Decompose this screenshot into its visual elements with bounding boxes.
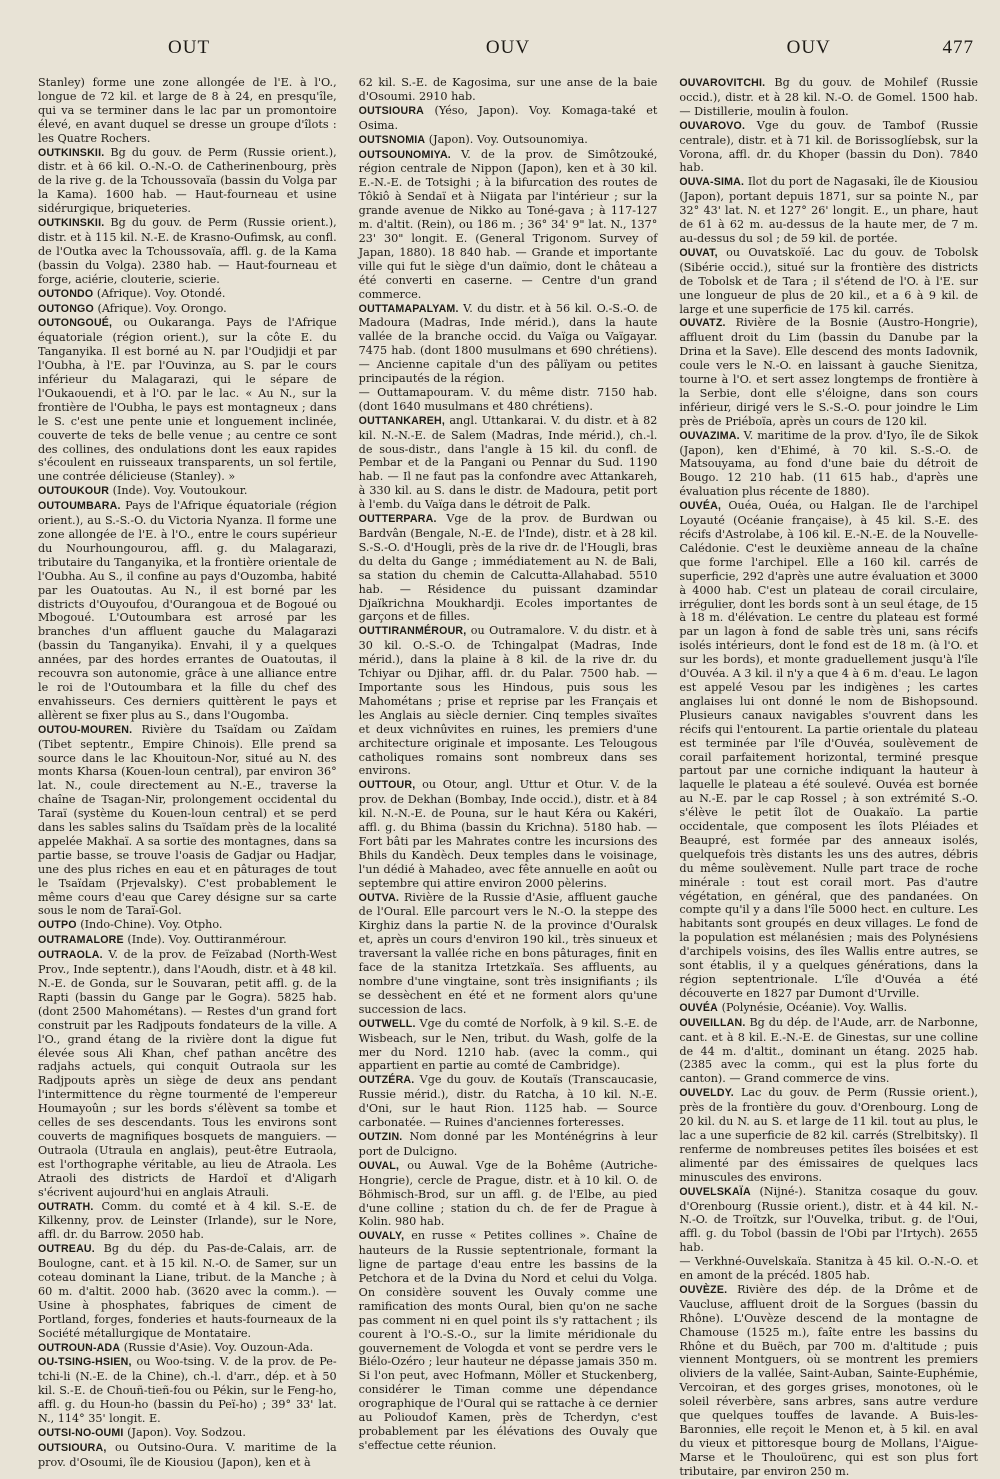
entry-text: (Nijné-). Stanitza cosaque du gouv. d'Orenbourg (Russie orient.), distr. et à 44 kil. N.-N.-O. de Troïtzk, sur l'Ouvelka, tribut. g. de l'Oui, affl. g. du Tobol (bassin de l'Obi par l'Irtych). 2655 hab.	[679, 1184, 979, 1255]
entry-headword: OUTREAU.	[38, 1243, 95, 1256]
entry-text: Lac du gouv. de Perm (Russie orient.), près de la frontière du gouv. d'Orenbourg. Long de 20 kil. du N. au S. et large de 11 kil. tout au plus, le lac a une superficie de 82 kil. carrés (Strelbitsky). Il renferme de nombreuses petites îles boisées et est alimenté par des émissaires de quelques lacs minuscules des environs.	[679, 1086, 979, 1184]
dictionary-entry	[38, 1200, 337, 1243]
entry-text: (Polynésie, Océanie). Voy. Wallis.	[721, 1000, 908, 1014]
dictionary-entry	[38, 723, 337, 919]
entry-headword: OUTRAOLA.	[38, 949, 103, 962]
entry-headword: OUVATZ.	[679, 317, 726, 330]
dictionary-entry	[38, 287, 337, 302]
entry-text: Ouéa, Ouéa, ou Halgan. Ile de l'archipel Loyauté (Océanie française), à 45 kil. S.-E. des récifs d'Astrolabe, à 106 kil. E.-N.-E. de la Nouvelle-Calédonie. C'est le deuxième anneau de la chaîne que forme l'archipel. Elle a 160 kil. carrés de superficie, 292 d'après une autre évaluation et 3000 à 4000 hab. C'est un plateau de corail circulaire, irrégulier, dont les bords sont à un seul étage, de 15 à 18 m. d'élévation. Le centre du plateau est formé par un lagon à fond de sable très uni, sans récifs isolés intérieurs, dont le fond est de 18 m. (à l'O. et sur les bords), et monte graduellement jusqu'à l'île d'Ouvéa. A 3 kil. il n'y a que 4 à 6 m. d'eau. Le lagon est appelé Vesou par les indigènes ; les cartes anglaises lui ont donné le nom de Bishopsound. Plusieurs canaux navigables s'ouvrent dans les récifs qui l'entourent. La partie orientale du plateau est terminée par l'île d'Ouvéa, soulèvement de corail parfaitement horizontal, terminé presque partout par une corniche indiquant la hauteur à laquelle le plateau a été soulevé. Ouvéa est bornée au N.-E. par le cap Rossel ; à son extrémité S.-O. s'élève le petit îlot de Ouakaïo. La partie occidentale, que composent les îlots Pléiades et Beaupré, est formée par des anneaux isolés, quelquefois très distants les uns des autres, débris du même soulèvement. Nulle part trace de roche minérale : tout est corail mort. Pas d'autre végétation, en général, que des pandanées. On compte qu'il y a dans l'île 5000 hect. en culture. Les habitants sont groupés en deux villages. Le fond de la population est mélanésien ; mais des Polynésiens d'archipels voisins, des îles Wallis entre autres, se sont établis, il y a quelques générations, dans la région septentrionale. L'île d'Ouvéa a été découverte en 1827 par Dumont d'Urville.	[679, 499, 979, 1000]
entry-text: Bg du gouv. de Perm (Russie orient.), distr. et à 66 kil. O.-N.-O. de Catherinenbourg, près de la rive g. de la Tchoussovaïa (bassin du Volga par la Kama). 1600 hab. — Haut-fourneau et usine sidérurgique, briqueteries.	[38, 145, 337, 216]
dictionary-entry	[359, 1159, 658, 1230]
entry-headword: OU-TSING-HSIEN,	[38, 1356, 132, 1369]
entry-text: Bg du dép. du Pas-de-Calais, arr. de Boulogne, cant. et à 15 kil. N.-O. de Samer, sur un coteau dominant la Liane, tribut. de la Manche ; à 60 m. d'altit. 2000 hab. (3620 avec la comm.). — Usine à phosphates, fabriques de ciment de Portland, forges, fonderies et hauts-fourneaux de la Société métallurgique de Montataire.	[38, 1242, 337, 1340]
entry-headword: OUTKINSKII.	[38, 146, 105, 159]
dictionary-entry	[38, 302, 337, 317]
dictionary-entry	[359, 512, 658, 624]
entry-headword: OUVAL,	[358, 1159, 400, 1172]
entry-text: Rivière de la Russie d'Asie, affluent gauche de l'Oural. Elle parcourt vers le N.-O. la steppe des Kirghiz dans la partie N. de la province d'Ouralsk et, après un cours d'environ 190 kil., très sinueux et traversant la vallée riche en bons pâturages, finit en face de la stanitza Irtetzkaïa. Ses affluents, au nombre d'une vingtaine, sont très insignifiants ; ils se dessèchent en été et ne forment alors qu'une succession de lacs.	[358, 890, 658, 1016]
dictionary-entry	[679, 76, 978, 119]
entry-headword: OUVA-SIMA.	[679, 176, 745, 189]
dictionary-entry	[679, 499, 978, 1001]
entry-text: Nom donné par les Monténégrins à leur port de Dulcigno.	[358, 1129, 658, 1158]
entry-text: Vge de la prov. de Burdwan ou Bardvân (Bengale, N.-E. de l'Inde), distr. et à 28 kil. S.-S.-O. d'Hougli, près de la rive dr. de l'Hougli, bras du delta du Gange ; immédiatement au N. de Bali, sa station du chemin de Calcutta-Allahabad. 5510 hab. — Résidence du puissant dzamindar Djaïkrichna Moukhardji. Ecoles importantes de garçons et de filles.	[358, 512, 658, 624]
dictionary-entry	[679, 1283, 978, 1479]
entry-headword: OUTROUN-ADA	[38, 1341, 121, 1354]
header-middle-word: OUV	[485, 37, 531, 58]
entry-text: Rivière de la Bosnie (Austro-Hongrie), affluent droit du Lim (bassin du Danube par la Drina et la Save). Elle descend des monts Iadovnik, coule vers le N.-O. en laissant à gauche Sienitza, tourne à l'O. et sert assez longtemps de frontière à la Serbie, dont elle s'éloigne, dans son cours inférieur, dirigé vers le S.-S.-O. pour joindre le Lim près de Priéboïa, après un cours de 120 kil.	[679, 316, 979, 428]
dictionary-entry	[359, 1130, 658, 1159]
dictionary-entry	[38, 216, 337, 287]
entry-text: ou Auwal. Vge de la Bohême (Autriche-Hongrie), cercle de Prague, distr. et à 10 kil. O. de Böhmisch-Brod, sur un affl. g. de l'Elbe, au pied d'une colline ; station du ch. de fer de Prague à Kolin. 980 hab.	[358, 1158, 658, 1229]
dictionary-entry	[359, 1017, 658, 1074]
dictionary-entry	[679, 1001, 978, 1016]
entry-text: Pays de l'Afrique équatoriale (région orient.), au S.-S.-O. du Victoria Nyanza. Il forme une zone allongée de l'E. à l'O., entre le cours supérieur du Nourhoungourou, affl. g. du Malagarazi, tributaire du Tanganyika, et la frontière orientale de l'Oubha. Au S., il confine au pays d'Ouzomba, habité par les Ouatoutas. Au N., il est borné par les districts d'Ouyoufou, d'Ourangoua et de Bogoué ou Mbogoué. L'Outoumbara est arrosé par les branches d'un affluent gauche du Malagarazi (bassin du Tanganyika). Envahi, il y a quelques années, par des hordes errantes de Ouatoutas, il recouvra son autonomie, grâce à une alliance entre le roi de l'Outoumbara et la fille du chef des envahisseurs. Ces derniers quittèrent le pays et allèrent se fixer plus au S., dans l'Ougomba.	[38, 499, 337, 722]
entry-headword: OUTWELL.	[358, 1017, 416, 1030]
header-right-word: OUV	[786, 37, 831, 58]
entry-headword: OUTZÉRA.	[358, 1074, 415, 1087]
dictionary-entry	[359, 133, 658, 148]
dictionary-entry	[359, 891, 658, 1017]
entry-text: Bg du dép. de l'Aude, arr. de Narbonne, cant. et à 8 kil. E.-N.-E. de Ginestas, sur une colline de 44 m. d'altit., dominant un étang. 2025 hab. (2385 avec la comm., qui est la plus forte du canton). — Grand commerce de vins.	[679, 1015, 979, 1086]
dictionary-entry	[359, 414, 658, 512]
dictionary-entry	[38, 76, 337, 146]
entry-headword: OUTTANKAREH,	[358, 414, 446, 427]
entry-headword: OUVEILLAN.	[679, 1016, 746, 1029]
entry-headword: OUVÉA	[679, 1001, 719, 1014]
entry-headword: OUTSOUNOMIYA.	[358, 148, 451, 161]
dictionary-entry	[359, 1229, 658, 1453]
entry-headword: OUTONDO	[38, 287, 94, 300]
entry-headword: OUTVA.	[358, 891, 400, 904]
dictionary-entry	[38, 1341, 337, 1356]
dictionary-entry	[38, 1355, 337, 1426]
entry-headword: OUVALY,	[358, 1230, 405, 1243]
entry-text: ou Ouvatskoïé. Lac du gouv. de Tobolsk (Sibérie occid.), situé sur la frontière des districts de Tobolsk et de Tara ; il s'étend de l'O. à l'E. sur une longueur de plus de 20 kil., et a 6 à 9 kil. de large et une superficie de 175 kil. carrés.	[679, 245, 979, 316]
entry-text: (Afrique). Voy. Orongo.	[97, 301, 227, 315]
entry-headword: OUTOU-MOUREN.	[38, 723, 133, 736]
entry-text: Bg du gouv. de Perm (Russie orient.), distr. et à 115 kil. N.-E. de Krasno-Oufimsk, au confl. de l'Outka avec la Tchoussovaïa, affl. g. de la Kama (bassin du Volga). 2380 hab. — Haut-fourneau et forge, aciérie, clouterie, scierie.	[38, 216, 337, 286]
entry-text: V. du distr. et à 56 kil. O.-S.-O. de Madoura (Madras, Inde mérid.), dans la haute vallée de la branche occid. du Vaïga ou Vaïgayar. 7475 hab. (dont 1800 musulmans et 690 chrétiens). — Ancienne capitale d'un des pâlïyam ou petites principautés de la région.	[358, 301, 658, 386]
dictionary-entry	[679, 1086, 978, 1184]
dictionary-entry	[38, 1441, 337, 1470]
dictionary-entry	[679, 175, 978, 246]
entry-text: (Inde). Voy. Outtiranmérour.	[127, 933, 287, 947]
entry-text: (Russie d'Asie). Voy. Ouzoun-Ada.	[123, 1340, 314, 1354]
entry-text: V. maritime de la prov. d'Iyo, île de Sikok (Japon), ken d'Ehimé, à 70 kil. S.-S.-O. de Matsouyama, au fond d'une baie du détroit de Bougo. 12 210 hab. (11 615 hab., d'après une évaluation plus récente de 1880).	[679, 428, 979, 499]
entry-text: (Yéso, Japon). Voy. Komaga-také et Osima.	[358, 103, 658, 132]
dictionary-entry	[679, 246, 978, 317]
dictionary-entry	[38, 484, 337, 499]
entry-headword: OUVELSKAÏA	[679, 1185, 751, 1198]
dictionary-entry	[359, 104, 658, 133]
entry-headword: OUTSNOMIA	[358, 133, 426, 146]
dictionary-entry	[359, 386, 658, 414]
entry-headword: OUTRATH.	[38, 1200, 94, 1213]
dictionary-entry	[359, 148, 658, 302]
entry-text: ou Oukaranga. Pays de l'Afrique équatoriale (région orient.), sur la côte E. du Tanganyika. Il est borné au N. par l'Oudjidji et par l'Oubha, à l'E. par l'Ouvinza, au S. par le cours inférieur du Malagarazi, qui le sépare de l'Oukaouendi, et à l'O. par le lac. « Au N., sur la frontière de l'Oubha, le pays est montagneux ; dans le S. c'est une pente unie et longuement inclinée, couverte de teks de belle venue ; au centre ce sont des collines, des ondulations dont les eaux rapides s'écoulent en ruisseaux transparents, un sol fertile, une contrée délicieuse (Stanley). »	[38, 316, 337, 484]
entry-text: — Verkhné-Ouvelskaïa. Stanitza à 45 kil. O.-N.-O. et en amont de la précéd. 1805 hab.	[679, 1255, 979, 1283]
dictionary-entry	[38, 933, 337, 948]
entry-headword: OUVAT,	[679, 246, 718, 259]
dictionary-entry	[359, 778, 658, 890]
entry-headword: OUTSIOURA,	[38, 1441, 107, 1454]
column-2	[358, 76, 658, 1452]
dictionary-entry	[38, 948, 337, 1199]
dictionary-entry	[679, 1016, 978, 1087]
dictionary-entry	[38, 1426, 337, 1441]
entry-text: ou Outsino-Oura. V. maritime de la prov. d'Osoumi, île de Kiousiou (Japon), ken et à	[38, 1440, 337, 1469]
entry-headword: OUTOUMBARA.	[38, 500, 121, 513]
page-number: 477	[942, 37, 974, 58]
entry-headword: OUTKINSKII.	[38, 217, 105, 230]
entry-headword: OUTONGO	[38, 302, 94, 315]
entry-headword: OUTTERPARA.	[358, 513, 437, 526]
dictionary-entry	[38, 146, 337, 217]
header-right-group	[687, 37, 978, 59]
header-left-word: OUT	[168, 37, 211, 58]
dictionary-entry	[679, 119, 978, 176]
text-columns	[38, 76, 979, 1478]
entry-headword: OUTRAMALORE	[38, 934, 124, 947]
dictionary-entry	[38, 499, 337, 723]
entry-text: (Indo-Chine). Voy. Otpho.	[80, 918, 223, 932]
entry-headword: OUVÈZE.	[679, 1283, 728, 1296]
entry-headword: OUTONGOUÉ,	[38, 317, 113, 330]
entry-text: Rivière des dép. de la Drôme et de Vaucluse, affluent droit de la Sorgues (bassin du Rhône). L'Ouvèze descend de la montagne de Chamouse (1525 m.), faîte entre les bassins du Rhône et du Buëch, par 700 m. d'altitude ; puis viennent Montguers, où se montrent les premiers oliviers de la vallée, Saint-Auban, Sainte-Euphémie, Vercoiran, et des gorges grises, monotones, où le soleil réverbère, sans arbres, sans autre verdure que quelques touffes de lavande. A Buis-les-Baronnies, elle reçoit le Menon et, à 5 kil. en aval du vieux et pittoresque bourg de Mollans, l'Aigue-Marse et le Thouloürenc, qui est son plus fort tributaire, par environ 250 m.	[679, 1282, 979, 1478]
entry-headword: OUVELDY.	[679, 1087, 734, 1100]
dictionary-entry	[38, 316, 337, 484]
entry-text: en russe « Petites collines ». Chaîne de hauteurs de la Russie septentrionale, formant la ligne de partage d'eau entre les bassins de la Petchora et de la Dvina du Nord et celui du Volga. On considère souvent les Ouvaly comme une ramification des monts Oural, bien qu'on ne sache pas comment ni en quel point ils s'y rattachent ; ils courent à l'O.-S.-O., sur la limite méridionale du gouvernement de Vologda et vont se perdre vers le Biélo-Ozéro ; leur hauteur ne dépasse jamais 350 m. Si l'on peut, avec Hofmann, Möller et Stuckenberg, considérer le Timan comme une dépendance orographique de l'Oural qui se rattache à ce dernier au Polioudof Kamen, près de Tcherdyn, c'est probablement par les élévations des Ouvaly que s'effectue cette réunion.	[358, 1229, 658, 1452]
entry-text: Vge du gouv. de Tambof (Russie centrale), distr. et à 71 kil. de Borissoglíebsk, sur la Vorona, affl. dr. du Khoper (bassin du Don). 7840 hab.	[679, 118, 979, 175]
running-header	[38, 34, 978, 62]
entry-headword: OUVAROVO.	[679, 119, 746, 132]
dictionary-entry	[679, 429, 978, 500]
entry-headword: OUTSI-NO-OUMI	[38, 1427, 124, 1439]
column-3	[679, 76, 979, 1478]
entry-text: Rivière du Tsaïdam ou Zaïdam (Tibet septentr., Empire Chinois). Elle prend sa source dans le lac Khouitoun-Nor, situé au N. des monts Kharsa (Kouen-loun central), par environ 36° lat. N., coule directement au N.-E., traverse la chaîne de Tsagan-Nir, prolongement occidental du Taraï (système du Kouen-loun central) et se perd dans les sables salins du Tsaïdam près de la localité appelée Makhaï. A sa sortie des montagnes, dans sa partie basse, se trouve l'oasis de Gadjar ou Hadjar, une des plus riches en eau et en pâturages de tout le Tsaïdam (Prjevalsky). C'est probablement le même cours d'eau que Carey désigne sur sa carte sous le nom de Taraï-Gol.	[38, 722, 337, 918]
entry-headword: OUTTOUR,	[358, 779, 416, 792]
entry-text: Comm. du comté et à 4 kil. S.-E. de Kilkenny, prov. de Leinster (Irlande), sur le Nore, affl. dr. du Barrow. 2050 hab.	[38, 1199, 337, 1242]
entry-text: ou Otour, angl. Uttur et Otur. V. de la prov. de Dekhan (Bombay, Inde occid.), distr. et à 84 kil. N.-N.-E. de Pouna, sur le haut Kéra ou Kakéri, affl. g. du Bhima (bassin du Krichna). 5180 hab. — Fort bâti par les Mahrates contre les incursions des Bhils du Kandèch. Deux temples dans le voisinage, l'un dédié à Mahadeo, avec fête annuelle en août ou septembre qui attire environ 2000 pèlerins.	[358, 778, 658, 890]
entry-text: V. de la prov. de Feïzabad (North-West Prov., Inde septentr.), dans l'Aoudh, distr. et à 48 kil. N.-E. de Gonda, sur le Souvaran, petit affl. g. de la Rapti (bassin du Gange par le Gogra). 5825 hab. (dont 2500 Mahométans). — Restes d'un grand fort construit par les Radjpouts fondateurs de la ville. A l'O., grand étang de la rivière dont la digue fut élevée sous Ali Khan, chef pathan ancêtre des radjahs actuels, qui conquit Outraola sur les Radjpouts après un siège de deux ans pendant l'intermittence du règne tourmenté de l'empereur Houmayoûn ; sur les bords s'élèvent sa tombe et celles de ses descendants. Tous les environs sont couverts de magnifiques bosquets de manguiers. — Outraola (Utraula en anglais), peut-être Eutraola, est l'orthographe véritable, au lieu de Atraola. Les Atraoli des districts de Hardoï et d'Aligarh s'écrivent aujourd'hui en anglais Atrauli.	[38, 948, 337, 1199]
entry-text: ou Outramalore. V. du distr. et à 30 kil. O.-S.-O. de Tchingalpat (Madras, Inde mérid.), dans la plaine à 8 kil. de la rive dr. du Tchiyar ou Djihar, affl. dr. du Palar. 7500 hab. — Importante sous les Hindous, puis sous les Mahométans ; prise et reprise par les Français et les Anglais au siècle dernier. Cinq temples sivaïtes et deux vichnûvites en ruines, les premiers d'une architecture originale et imposante. Les Telougous catholiques romains sont nombreux dans ses environs.	[358, 624, 658, 778]
entry-text: angl. Uttankarai. V. du distr. et à 82 kil. N.-N.-E. de Salem (Madras, Inde mérid.), ch.-l. de sous-distr., dans l'angle à 15 kil. du confl. de Pembar et de la Pangani ou Pennar du Sud. 1190 hab. — Il ne faut pas la confondre avec Attankareh, à 330 kil. au S. dans le distr. de Madoura, petit port à l'emb. du Vaïga dans le détroit de Palk.	[358, 413, 658, 512]
entry-text: ou Woo-tsing. V. de la prov. de Pe-tchi-li (N.-E. de la Chine), ch.-l. d'arr., dép. et à 50 kil. S.-E. de Chouñ-tieñ-fou ou Pékin, sur le Feng-ho, affl. g. du Houn-ho (bassin du Peï-ho) ; 39° 33' lat. N., 114° 35' longit. E.	[38, 1355, 337, 1426]
column-1	[38, 76, 337, 1469]
entry-headword: OUVÉA,	[679, 500, 722, 513]
entry-headword: OUVAZIMA.	[679, 429, 740, 442]
dictionary-entry	[38, 1242, 337, 1340]
dictionary-entry	[679, 1185, 978, 1256]
dictionary-entry	[679, 316, 978, 428]
entry-text: (Afrique). Voy. Otondé.	[96, 286, 226, 300]
entry-headword: OUTTIRANMÉROUR,	[358, 625, 467, 638]
entry-text: 62 kil. S.-E. de Kagosima, sur une anse de la baie d'Osoumi. 2910 hab.	[358, 76, 658, 103]
entry-text: Ilot du port de Nagasaki, île de Kiousiou (Japon), portant depuis 1871, sur sa pointe N., par 32° 43' lat. N. et 127° 26' longit. E., un phare, haut de 61 à 62 m. au-dessus de la haute mer, de 7 m. au-dessus du sol ; de 59 kil. de portée.	[679, 175, 979, 245]
entry-text: (Japon). Voy. Sodzou.	[127, 1426, 246, 1439]
entry-headword: OUTOUKOUR	[38, 485, 110, 498]
entry-text: V. de la prov. de Simôtzouké, région centrale de Nippon (Japon), ken et à 30 kil. E.-N.-E. de Totsighi ; à la bifurcation des routes de Tôkiô à Sendaï et à Niigata par l'intérieur ; sur la grande avenue de Nikko au Toné-gava ; à 117-127 m. d'altit. (Rein), ou 186 m. ; 36° 34' 9" lat. N., 137° 23' 30" longit. E. (General Trigonom. Survey of Japan, 1880). 18 840 hab. — Grande et importante ville qui fut le siège d'un daïmio, dont le château a été converti en caserne. — Centre d'un grand commerce.	[358, 147, 658, 301]
entry-headword: OUTSIOURA	[358, 104, 425, 117]
entry-headword: OUTZIN.	[358, 1130, 403, 1143]
dictionary-entry	[359, 76, 658, 104]
entry-text: (Inde). Voy. Voutoukour.	[112, 484, 248, 498]
entry-headword: OUTTAMAPALYAM.	[358, 302, 459, 315]
entry-headword: OUVAROVITCHI.	[679, 77, 766, 89]
entry-text: Vge du gouv. de Koutaïs (Transcaucasie, Russie mérid.), distr. du Ratcha, à 10 kil. N.-E. d'Oni, sur le haut Rion. 1125 hab. — Source carbonatée. — Ruines d'anciennes forteresses.	[358, 1073, 658, 1130]
dictionary-entry	[38, 918, 337, 933]
entry-text: Vge du comté de Norfolk, à 9 kil. S.-E. de Wisbeach, sur le Nen, tribut. du Wash, golfe de la mer du Nord. 1210 hab. (avec la comm., qui appartient en partie au comté de Cambridge).	[358, 1016, 658, 1073]
entry-text: Bg du gouv. de Mohilef (Russie occid.), distr. et à 28 kil. N.-O. de Gomel. 1500 hab. — Distillerie, moulin à foulon.	[679, 76, 979, 118]
entry-text: Stanley) forme une zone allongée de l'E. à l'O., longue de 72 kil. et large de 8 à 24, en presqu'île, qui va se terminer dans le lac par un promontoire élevé, en avant duquel se dresse un groupe d'îlots : les Quatre Rochers.	[38, 76, 337, 145]
entry-text: — Outtamapouram. V. du même distr. 7150 hab. (dont 1640 musulmans et 480 chrétiens).	[358, 385, 658, 413]
entry-text: (Japon). Voy. Outsounomiya.	[428, 132, 588, 146]
dictionary-entry	[359, 302, 658, 386]
dictionary-entry	[359, 1073, 658, 1130]
dictionary-entry	[359, 624, 658, 778]
entry-headword: OUTPO	[38, 919, 77, 932]
dictionary-entry	[679, 1255, 978, 1283]
